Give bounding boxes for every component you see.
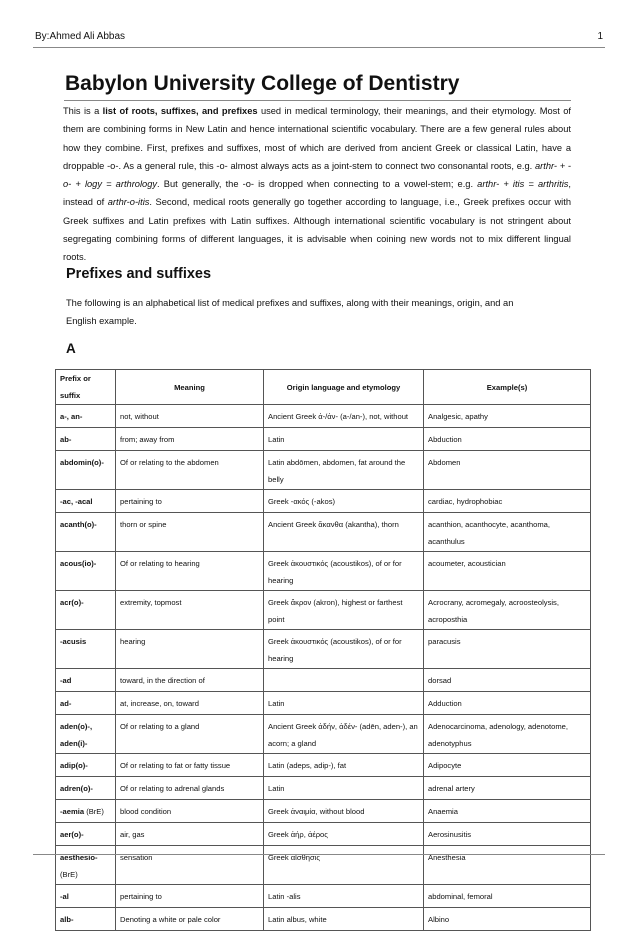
terms-table (55, 369, 591, 931)
meaning-cell: extremity, topmost (116, 591, 264, 630)
term-text: adip(o)- (60, 761, 88, 770)
table-row (56, 513, 591, 552)
term-text: ab- (60, 435, 72, 444)
intro-example-3: arthr-o-itis (107, 197, 150, 208)
term-text: aer(o)- (60, 830, 84, 839)
meaning-cell: toward, in the direction of (116, 669, 264, 692)
table-row (56, 800, 591, 823)
origin-cell: Latin (264, 692, 424, 715)
column-header-origin: Origin language and etymology (264, 370, 424, 405)
origin-cell: Latin abdōmen, abdomen, fat around the belly (264, 451, 424, 490)
header-divider (33, 47, 605, 48)
term-cell (56, 669, 116, 692)
term-text: -aemia (60, 807, 85, 816)
example-cell: Adenocarcinoma, adenology, adenotome, adenotyphus (424, 715, 591, 754)
term-text: a-, an- (60, 412, 83, 421)
letter-heading: A (66, 341, 76, 356)
table-row (56, 823, 591, 846)
origin-cell: Latin albus, white (264, 908, 424, 931)
footer-divider (33, 854, 605, 855)
origin-cell: Latin (264, 777, 424, 800)
example-cell: acanthion, acanthocyte, acanthoma, acanthulus (424, 513, 591, 552)
example-cell: Aerosinusitis (424, 823, 591, 846)
term-cell (56, 754, 116, 777)
meaning-cell: at, increase, on, toward (116, 692, 264, 715)
origin-cell: Greek ἀκουστικός (acoustikos), of or for hearing (264, 630, 424, 669)
term-cell (56, 428, 116, 451)
example-cell: Anaemia (424, 800, 591, 823)
meaning-cell: from; away from (116, 428, 264, 451)
table-row (56, 846, 591, 885)
term-text: abdomin(o)- (60, 458, 104, 467)
origin-cell: Ancient Greek ἀδήν, ἀδέν- (adēn, aden-), an acorn; a gland (264, 715, 424, 754)
table-row (56, 885, 591, 908)
meaning-cell: Of or relating to fat or fatty tissue (116, 754, 264, 777)
term-cell (56, 777, 116, 800)
intro-text-3: . But generally, the -o- is dropped when connecting to a vowel-stem; e.g. (157, 179, 478, 190)
example-cell: Abdomen (424, 451, 591, 490)
table-header-row (56, 370, 591, 405)
table-row (56, 777, 591, 800)
example-cell: paracusis (424, 630, 591, 669)
term-cell (56, 451, 116, 490)
origin-cell: Greek ἀήρ, ἀέρος (264, 823, 424, 846)
table-row (56, 715, 591, 754)
table-row (56, 591, 591, 630)
term-cell (56, 692, 116, 715)
term-text: ad- (60, 699, 72, 708)
intro-text-5: . Second, medical roots generally go together according to language, i.e., Greek prefixes occur with Greek suffixes and Latin prefixes with Latin suffixes. Although international scientific vocabulary is not stringent about segregating combining forms of different languages, it is advisable when coining new words not to mix different lingual roots. (63, 197, 571, 263)
header-author: By:Ahmed Ali Abbas (35, 31, 126, 42)
term-cell (56, 885, 116, 908)
meaning-cell: sensation (116, 846, 264, 885)
intro-example-2: arthr- + itis = arthritis (477, 179, 569, 190)
term-text: -ac, -acal (60, 497, 93, 506)
term-text: -al (60, 892, 69, 901)
table-row (56, 428, 591, 451)
origin-cell: Ancient Greek ἀ-/ἀν- (a-/an-), not, without (264, 405, 424, 428)
term-cell (56, 405, 116, 428)
meaning-cell: Of or relating to adrenal glands (116, 777, 264, 800)
origin-cell: Greek -ακός (-akos) (264, 490, 424, 513)
page-number: 1 (597, 31, 603, 42)
meaning-cell: air, gas (116, 823, 264, 846)
term-cell (56, 715, 116, 754)
table-row (56, 908, 591, 931)
example-cell: Anesthesia (424, 846, 591, 885)
meaning-cell: Of or relating to the abdomen (116, 451, 264, 490)
table-row (56, 490, 591, 513)
table-body (56, 405, 591, 931)
example-cell: dorsad (424, 669, 591, 692)
meaning-cell: Of or relating to hearing (116, 552, 264, 591)
title-underline (64, 100, 571, 101)
meaning-cell: pertaining to (116, 885, 264, 908)
origin-cell: Latin (264, 428, 424, 451)
term-text: acous(io)- (60, 559, 97, 568)
term-cell (56, 591, 116, 630)
term-text: alb- (60, 915, 74, 924)
column-header-term: Prefix or suffix (56, 370, 116, 405)
example-cell: adrenal artery (424, 777, 591, 800)
example-cell: cardiac, hydrophobiac (424, 490, 591, 513)
origin-cell: Greek ἀκουστικός (acoustikos), of or for hearing (264, 552, 424, 591)
table-row (56, 405, 591, 428)
origin-cell: Latin (adeps, adip-), fat (264, 754, 424, 777)
example-cell: abdominal, femoral (424, 885, 591, 908)
meaning-cell: blood condition (116, 800, 264, 823)
intro-text-2: used in medical terminology, their meanings, and their etymology. Most of them are combining forms in New Latin and hence international scientific vocabulary. There are a few general rules about how they combine. First, prefixes and suffixes, most of which are derived from ancient Greek or classical Latin, have a droppable -o-. As a general rule, this -o- almost always acts as a joint-stem to connect two consonantal roots, e.g. (63, 106, 571, 171)
example-cell: Acrocrany, acromegaly, acroosteolysis, acroposthia (424, 591, 591, 630)
origin-cell (264, 669, 424, 692)
origin-cell: Ancient Greek ἄκανθα (akantha), thorn (264, 513, 424, 552)
example-cell: acoumeter, acoustician (424, 552, 591, 591)
meaning-cell: not, without (116, 405, 264, 428)
term-cell (56, 800, 116, 823)
column-header-examples: Example(s) (424, 370, 591, 405)
term-cell (56, 552, 116, 591)
term-note: (BrE) (60, 870, 78, 879)
origin-cell: Greek ἀναιμία, without blood (264, 800, 424, 823)
term-text: acanth(o)- (60, 520, 97, 529)
intro-text-4: , instead of (63, 179, 572, 208)
term-text: -ad (60, 676, 72, 685)
section-heading: Prefixes and suffixes (66, 266, 212, 282)
term-text: adren(o)- (60, 784, 93, 793)
table-row (56, 552, 591, 591)
intro-example-1: arthr- + -o- + logy = arthrology (63, 160, 571, 190)
meaning-cell: pertaining to (116, 490, 264, 513)
term-note: (BrE) (86, 807, 104, 816)
origin-cell: Latin -alis (264, 885, 424, 908)
section-text: The following is an alphabetical list of medical prefixes and suffixes, along with their meanings, origin, and an English example. (66, 298, 514, 326)
term-text: aden(o)-, aden(i)- (60, 722, 93, 748)
table-row (56, 451, 591, 490)
meaning-cell: hearing (116, 630, 264, 669)
term-cell (56, 513, 116, 552)
example-cell: Adipocyte (424, 754, 591, 777)
example-cell: Adduction (424, 692, 591, 715)
table-row (56, 669, 591, 692)
term-cell (56, 630, 116, 669)
meaning-cell: thorn or spine (116, 513, 264, 552)
term-cell (56, 823, 116, 846)
table-row (56, 754, 591, 777)
term-cell (56, 908, 116, 931)
example-cell: Albino (424, 908, 591, 931)
meaning-cell: Of or relating to a gland (116, 715, 264, 754)
table-row (56, 692, 591, 715)
intro-text-1: This is a (63, 106, 103, 116)
term-text: -acusis (60, 637, 87, 646)
meaning-cell: Denoting a white or pale color (116, 908, 264, 931)
term-text: acr(o)- (60, 598, 84, 607)
intro-paragraph (63, 102, 571, 267)
example-cell: Abduction (424, 428, 591, 451)
term-cell (56, 490, 116, 513)
document-title: Babylon University College of Dentistry (65, 72, 460, 95)
example-cell: Analgesic, apathy (424, 405, 591, 428)
origin-cell: Greek αἴσθησις (264, 846, 424, 885)
term-cell (56, 846, 116, 885)
term-text: aesthesio- (60, 853, 98, 862)
origin-cell: Greek ἄκρον (akron), highest or farthest point (264, 591, 424, 630)
table-row (56, 630, 591, 669)
intro-bold-phrase: list of roots, suffixes, and prefixes (102, 106, 258, 116)
column-header-meaning: Meaning (116, 370, 264, 405)
